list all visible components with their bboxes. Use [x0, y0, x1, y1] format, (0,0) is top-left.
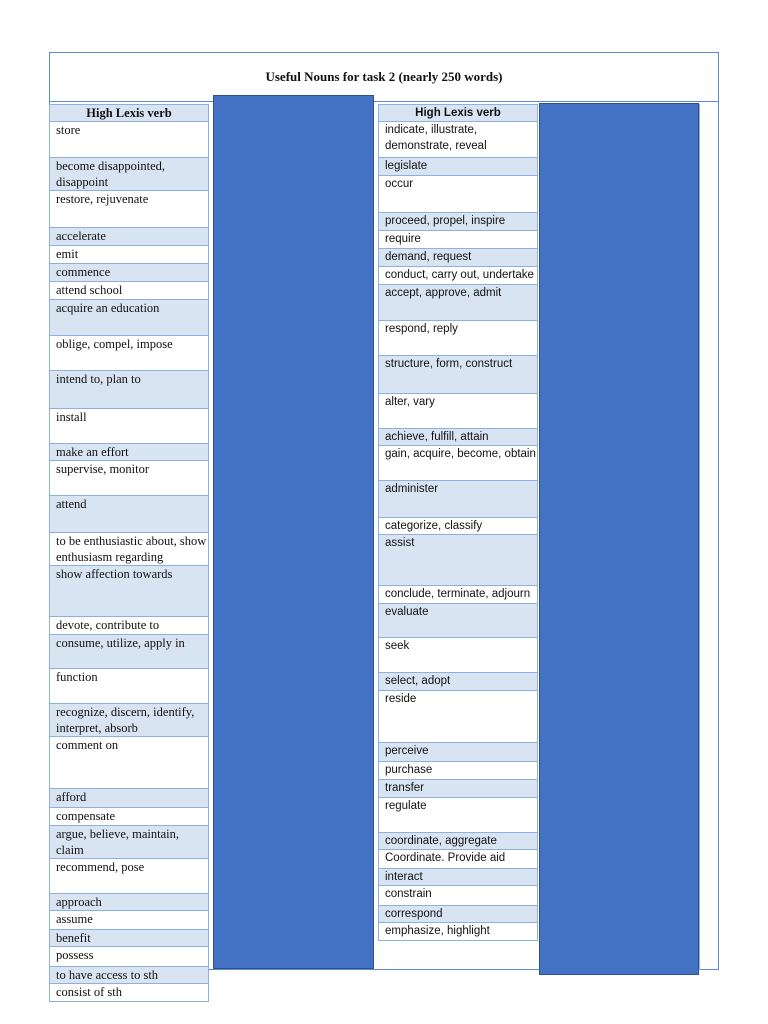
table-row	[50, 826, 209, 859]
left-verb-cell: argue, believe, maintain, claim	[50, 826, 209, 859]
left-verb-cell: make an effort	[50, 444, 209, 461]
left-verb-cell: store	[50, 122, 209, 158]
table-row	[50, 158, 209, 191]
right-verb-cell: constrain	[379, 886, 538, 906]
left-verb-cell: supervise, monitor	[50, 461, 209, 496]
table-row	[50, 444, 209, 461]
table-row	[379, 518, 538, 535]
right-verb-cell: categorize, classify	[379, 518, 538, 535]
right-verb-cell: Coordinate. Provide aid	[379, 850, 538, 869]
redaction-block-left	[213, 95, 374, 969]
table-row	[379, 429, 538, 446]
right-verb-cell: proceed, propel, inspire	[379, 213, 538, 231]
right-vocabulary-table	[378, 104, 538, 941]
table-row	[379, 267, 538, 285]
table-row	[50, 191, 209, 228]
table-row	[50, 409, 209, 444]
table-row	[379, 886, 538, 906]
table-row	[50, 930, 209, 947]
right-verb-cell: purchase	[379, 762, 538, 780]
table-row	[50, 533, 209, 566]
left-verb-cell: accelerate	[50, 228, 209, 246]
table-row	[50, 947, 209, 967]
table-row	[50, 808, 209, 826]
right-verb-cell: correspond	[379, 906, 538, 923]
table-row	[379, 535, 538, 586]
left-vocabulary-table	[49, 104, 209, 1002]
left-verb-cell: recognize, discern, identify, interpret, absorb	[50, 704, 209, 737]
left-verb-cell: comment on	[50, 737, 209, 789]
left-verb-cell: to be enthusiastic about, show enthusiasm regarding	[50, 533, 209, 566]
right-verb-cell: regulate	[379, 798, 538, 833]
table-row	[379, 798, 538, 833]
left-verb-cell: devote, contribute to	[50, 617, 209, 635]
table-row	[50, 669, 209, 704]
table-row	[50, 264, 209, 282]
right-verb-cell: emphasize, highlight	[379, 923, 538, 941]
table-row	[50, 635, 209, 669]
table-row	[50, 122, 209, 158]
table-row	[379, 638, 538, 673]
table-row	[379, 446, 538, 481]
right-verb-cell: indicate, illustrate, demonstrate, reveal	[379, 122, 538, 158]
right-verb-cell: select, adopt	[379, 673, 538, 691]
table-row	[50, 894, 209, 911]
table-row	[50, 911, 209, 930]
table-row	[379, 850, 538, 869]
table-row	[379, 833, 538, 850]
right-verb-cell: conclude, terminate, adjourn	[379, 586, 538, 604]
table-row	[379, 176, 538, 213]
right-verb-cell: administer	[379, 481, 538, 518]
left-verb-cell: to have access to sth	[50, 967, 209, 984]
table-row	[379, 158, 538, 176]
right-verb-cell: assist	[379, 535, 538, 586]
table-row	[50, 967, 209, 984]
table-row	[379, 213, 538, 231]
right-verb-cell: evaluate	[379, 604, 538, 638]
left-verb-cell: attend school	[50, 282, 209, 300]
table-row	[50, 704, 209, 737]
table-row	[379, 231, 538, 249]
table-row	[379, 321, 538, 356]
table-row	[50, 984, 209, 1002]
table-row	[379, 604, 538, 638]
table-row	[50, 246, 209, 264]
left-verb-cell: compensate	[50, 808, 209, 826]
right-verb-cell: demand, request	[379, 249, 538, 267]
document-title: Useful Nouns for task 2 (nearly 250 words)	[49, 52, 719, 102]
table-row	[50, 371, 209, 409]
table-row	[50, 737, 209, 789]
left-verb-cell: possess	[50, 947, 209, 967]
left-verb-cell: acquire an education	[50, 300, 209, 336]
right-verb-cell: occur	[379, 176, 538, 213]
left-verb-cell: recommend, pose	[50, 859, 209, 894]
table-row	[379, 780, 538, 798]
left-verb-cell: become disappointed, disappoint	[50, 158, 209, 191]
right-verb-cell: coordinate, aggregate	[379, 833, 538, 850]
left-verb-cell: afford	[50, 789, 209, 808]
table-row	[50, 859, 209, 894]
right-verb-cell: structure, form, construct	[379, 356, 538, 394]
table-row	[50, 228, 209, 246]
table-row	[50, 789, 209, 808]
table-row	[379, 673, 538, 691]
table-row	[379, 481, 538, 518]
left-verb-cell: approach	[50, 894, 209, 911]
table-row	[379, 691, 538, 743]
right-verb-cell: perceive	[379, 743, 538, 762]
table-row	[50, 496, 209, 533]
left-verb-cell: emit	[50, 246, 209, 264]
redaction-block-right	[539, 103, 699, 975]
left-verb-cell: intend to, plan to	[50, 371, 209, 409]
left-verb-cell: restore, rejuvenate	[50, 191, 209, 228]
left-verb-cell: function	[50, 669, 209, 704]
table-row	[50, 461, 209, 496]
table-row	[50, 617, 209, 635]
left-verb-cell: assume	[50, 911, 209, 930]
table-row	[379, 586, 538, 604]
left-verb-cell: attend	[50, 496, 209, 533]
right-verb-cell: accept, approve, admit	[379, 285, 538, 321]
table-row	[50, 282, 209, 300]
table-row	[379, 249, 538, 267]
right-verb-cell: achieve, fulfill, attain	[379, 429, 538, 446]
right-column-header: High Lexis verb	[379, 105, 538, 122]
table-row	[379, 762, 538, 780]
table-row	[50, 566, 209, 617]
left-verb-cell: consist of sth	[50, 984, 209, 1002]
right-verb-cell: respond, reply	[379, 321, 538, 356]
left-verb-cell: consume, utilize, apply in	[50, 635, 209, 669]
left-verb-cell: commence	[50, 264, 209, 282]
left-verb-cell: show affection towards	[50, 566, 209, 617]
left-column-header: High Lexis verb	[50, 105, 209, 122]
table-row	[379, 869, 538, 886]
right-edge-column	[699, 104, 719, 970]
table-row	[379, 122, 538, 158]
left-verb-cell: install	[50, 409, 209, 444]
table-row	[379, 923, 538, 941]
right-verb-cell: seek	[379, 638, 538, 673]
right-verb-cell: gain, acquire, become, obtain	[379, 446, 538, 481]
table-row	[50, 336, 209, 371]
table-row	[379, 394, 538, 429]
right-verb-cell: interact	[379, 869, 538, 886]
table-row	[379, 356, 538, 394]
left-verb-cell: benefit	[50, 930, 209, 947]
right-verb-cell: legislate	[379, 158, 538, 176]
right-verb-cell: conduct, carry out, undertake	[379, 267, 538, 285]
table-row	[379, 906, 538, 923]
table-row	[379, 285, 538, 321]
table-row	[50, 300, 209, 336]
table-row	[379, 743, 538, 762]
left-verb-cell: oblige, compel, impose	[50, 336, 209, 371]
right-verb-cell: reside	[379, 691, 538, 743]
right-verb-cell: alter, vary	[379, 394, 538, 429]
right-verb-cell: transfer	[379, 780, 538, 798]
right-verb-cell: require	[379, 231, 538, 249]
